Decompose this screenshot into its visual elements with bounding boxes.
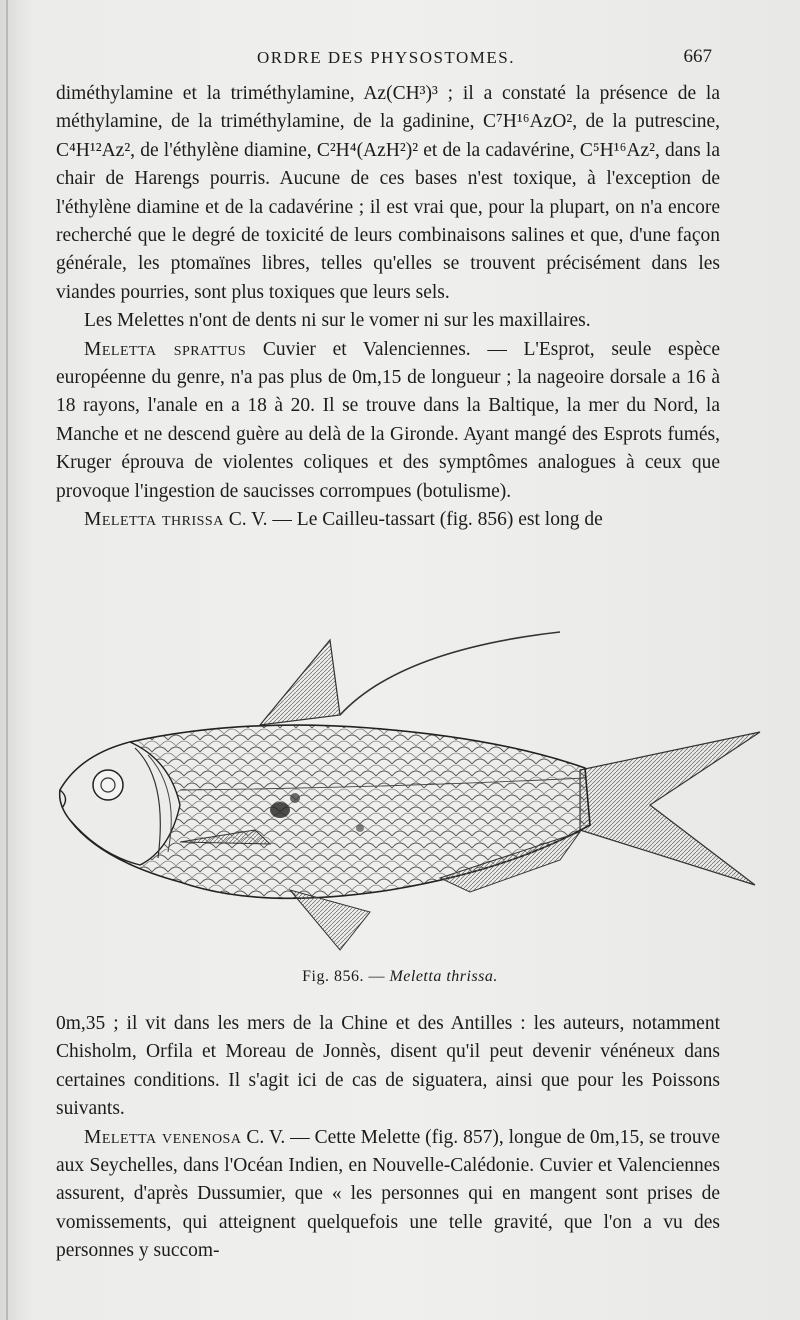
- figure-caption: [0, 968, 800, 986]
- paragraph: [56, 80, 720, 307]
- running-header: [56, 48, 716, 74]
- text-block-top: [56, 80, 720, 535]
- caudal-fin: [580, 732, 760, 885]
- pelvic-fin: [290, 890, 370, 950]
- paragraph: [56, 1010, 720, 1124]
- species-name: Meletta sprattus: [84, 338, 247, 360]
- paragraph-text: Cuvier et Valenciennes. — L'Esprot, seule espèce européenne du genre, n'a pas plus de 0m,15 de longueur ; la nageoire dorsale a 16 à 18 rayons, l'anale en a 18 à 20. Il se trouve dans la Baltique, la mer du Nord, la Manche et ne descend guère au delà de la Gironde. Ayant mangé des Esprots fumés, Kruger éprouva de violentes coliques et des symptômes analogues à ceux que provoque l'ingestion de saucisses corrompues (botulisme).: [56, 338, 720, 502]
- species-name: Meletta thrissa: [84, 509, 224, 531]
- fish-illustration: [40, 620, 780, 960]
- paragraph: [56, 307, 720, 335]
- paragraph-text: diméthylamine et la triméthylamine, Az(CH³)³ ; il a constaté la présence de la méthylamine, de la triméthylamine, de la gadinine, C⁷H¹⁶AzO², de la putrescine, C⁴H¹²Az², de l'éthylène diamine, C²H⁴(AzH²)² et de la cadavérine, C⁵H¹⁶Az², dans la chair de Harengs pourris. Aucune de ces bases n'est toxique, à l'exception de l'éthylène diamine et de la cadavérine ; il est vrai que, pour la plupart, on n'a encore recherché que le degré de toxicité de leurs combinaisons salines et que, d'une façon générale, les ptomaïnes libres, telles qu'elles se trouvent précisément dans les viandes pourries, sont plus toxiques que leurs sels.: [56, 83, 720, 303]
- species-name: Meletta venenosa: [84, 1126, 242, 1148]
- caption-species: Meletta thrissa.: [389, 968, 498, 985]
- dorsal-filament: [340, 632, 560, 715]
- figure-856: [40, 620, 780, 960]
- paragraph: [56, 506, 720, 534]
- paragraph: [56, 336, 720, 506]
- caption-prefix: Fig. 856. —: [302, 968, 390, 985]
- paragraph-text: C. V. — Le Cailleu-tassart (fig. 856) est long de: [223, 509, 603, 531]
- header-title: ORDRE DES PHYSOSTOMES.: [257, 48, 515, 67]
- paragraph-text: Les Melettes n'ont de dents ni sur le vomer ni sur les maxillaires.: [84, 310, 591, 332]
- paragraph: [56, 1124, 720, 1266]
- page-gutter-edge: [6, 0, 8, 1320]
- page-number: 667: [683, 46, 712, 67]
- paragraph-text: C. V. — Cette Melette (fig. 857), longue de 0m,15, se trouve aux Seychelles, dans l'Océan Indien, en Nouvelle-Calédonie. Cuvier et Valenciennes assurent, d'après Dussumier, que « les personnes qui en mangent sont prises de vomissements, qui atteignent quelquefois une telle gravité, que l'on a vu des personnes y succom-: [56, 1126, 720, 1262]
- fish-eye: [93, 770, 123, 800]
- paragraph-text: 0m,35 ; il vit dans les mers de la Chine et des Antilles : les auteurs, notamment Chisholm, Orfila et Moreau de Jonnès, disent qu'il peut devenir vénéneux dans certaines conditions. Il s'agit ici de cas de siguatera, ainsi que pour les Poissons suivants.: [56, 1013, 720, 1120]
- dorsal-fin: [260, 640, 340, 725]
- text-block-bottom: [56, 1010, 720, 1266]
